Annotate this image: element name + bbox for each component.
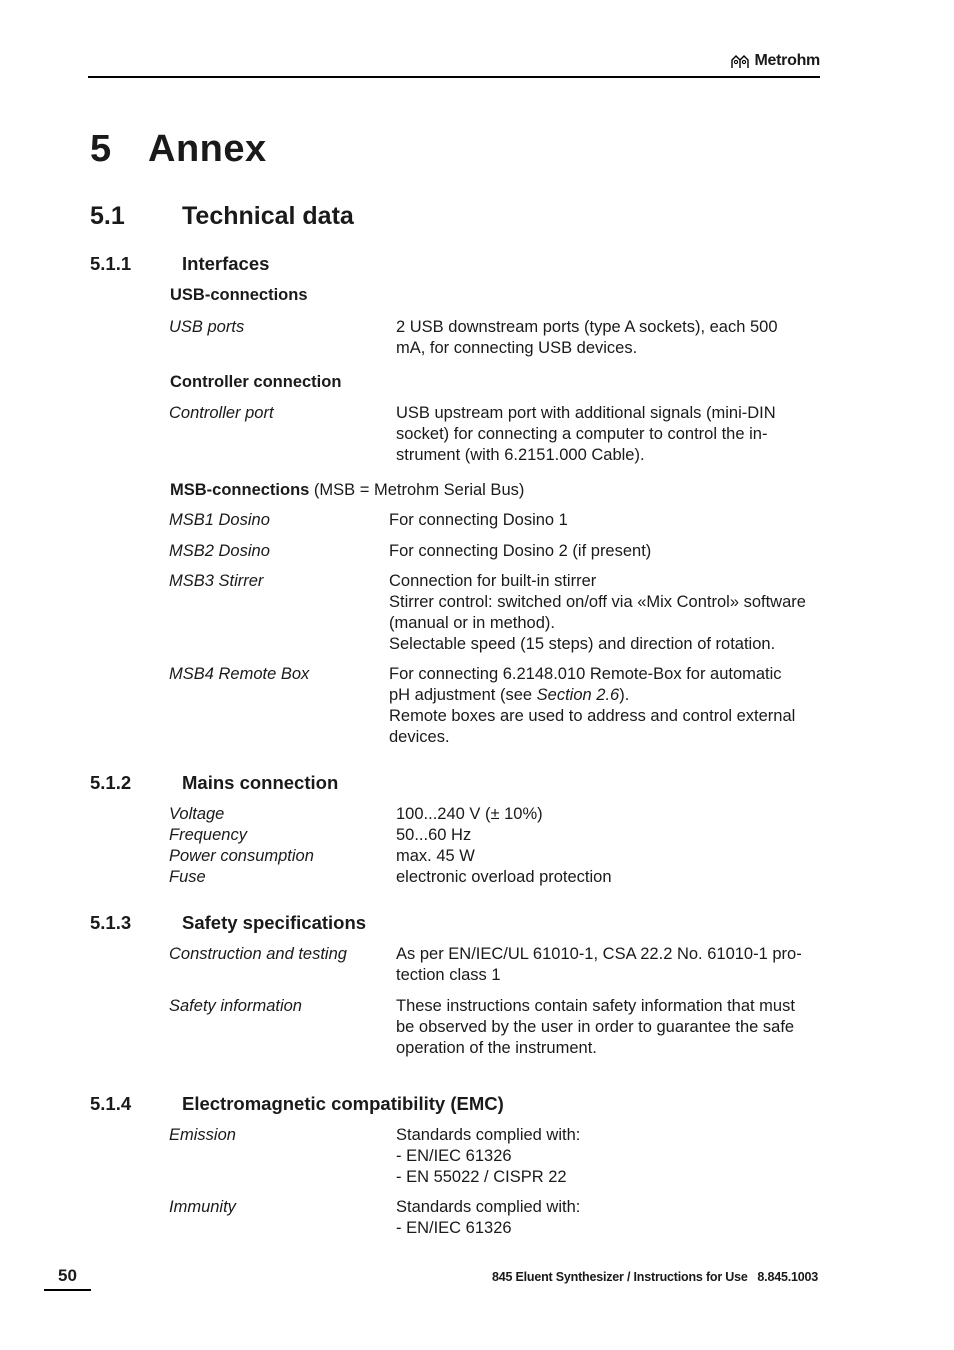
text-line: socket) for connecting a computer to control the in-	[396, 425, 768, 443]
construction-label: Construction and testing	[169, 945, 347, 963]
voltage-value: 100...240 V (± 10%)	[396, 805, 543, 823]
text-line: Connection for built-in stirrer	[389, 572, 597, 590]
subsection-interfaces	[90, 253, 269, 275]
text-line: - EN/IEC 61326	[396, 1147, 512, 1165]
section-number: 5.1	[90, 202, 125, 230]
metrohm-logo-icon	[730, 53, 752, 69]
brand-name: Metrohm	[754, 52, 820, 69]
mains-values	[396, 804, 826, 888]
chapter-title-text: Annex	[148, 128, 267, 170]
page-number: 50	[58, 1266, 77, 1285]
msb3-label: MSB3 Stirrer	[169, 572, 264, 590]
text-line: These instructions contain safety information that must	[396, 997, 795, 1015]
text-line: strument (with 6.2151.000 Cable).	[396, 446, 645, 464]
voltage-label: Voltage	[169, 805, 225, 823]
text-line: Standards complied with:	[396, 1198, 581, 1216]
controller-heading: Controller connection	[170, 373, 342, 391]
subsection-number: 5.1.2	[90, 772, 132, 793]
text-line: For connecting 6.2148.010 Remote-Box for automatic	[389, 665, 782, 683]
text-fragment: pH adjustment (see	[389, 686, 537, 704]
frequency-value: 50...60 Hz	[396, 826, 472, 844]
msb4-label: MSB4 Remote Box	[169, 665, 310, 683]
subsection-title: Safety specifications	[182, 912, 367, 933]
usb-heading: USB-connections	[170, 286, 308, 304]
subsection-number: 5.1.4	[90, 1093, 132, 1114]
usb-ports-value	[396, 317, 826, 359]
msb4-value	[389, 664, 819, 748]
footer-rule	[44, 1289, 91, 1291]
text-line: mA, for connecting USB devices.	[396, 339, 638, 357]
msb1-label: MSB1 Dosino	[169, 511, 270, 529]
subsection-number: 5.1.1	[90, 253, 132, 274]
immunity-label: Immunity	[169, 1198, 236, 1216]
text-line: - EN 55022 / CISPR 22	[396, 1168, 567, 1186]
subsection-number: 5.1.3	[90, 912, 132, 933]
construction-value	[396, 944, 826, 986]
text-fragment: ).	[619, 686, 630, 704]
fuse-label: Fuse	[169, 868, 206, 886]
msb3-value	[389, 571, 819, 655]
text-line: be observed by the user in order to guarantee the safe	[396, 1018, 795, 1036]
controller-port-value	[396, 403, 826, 466]
emission-label: Emission	[169, 1126, 236, 1144]
section-title-text: Technical data	[182, 202, 354, 230]
section-reference-link[interactable]: Section 2.6	[536, 686, 620, 704]
section-title	[90, 202, 354, 231]
text-line: devices.	[389, 728, 450, 746]
subsection-emc	[90, 1093, 504, 1115]
text-line: Standards complied with:	[396, 1126, 581, 1144]
text-line: operation of the instrument.	[396, 1039, 597, 1057]
text-line: Stirrer control: switched on/off via «Mix Control» software	[389, 593, 806, 611]
chapter-title	[90, 128, 267, 171]
emission-value	[396, 1125, 826, 1188]
subsection-title: Interfaces	[182, 253, 270, 274]
text-line	[389, 685, 819, 706]
text-line: USB upstream port with additional signals (mini-DIN	[396, 404, 776, 422]
text-line: 2 USB downstream ports (type A sockets), each 500	[396, 318, 778, 336]
usb-ports-label: USB ports	[169, 318, 245, 336]
safety-info-value	[396, 996, 826, 1059]
msb2-label: MSB2 Dosino	[169, 542, 270, 560]
msb-heading	[170, 481, 524, 500]
text-line: As per EN/IEC/UL 61010-1, CSA 22.2 No. 61010-1 pro-	[396, 945, 802, 963]
brand-logo	[730, 52, 820, 70]
fuse-value: electronic overload protection	[396, 868, 612, 886]
chapter-number: 5	[90, 128, 112, 170]
text-line: - EN/IEC 61326	[396, 1219, 512, 1237]
footer-document-title: 845 Eluent Synthesizer / Instructions for Use 8.845.1003	[491, 1270, 818, 1284]
power-consumption-value: max. 45 W	[396, 847, 475, 865]
power-consumption-label: Power consumption	[169, 847, 314, 865]
msb2-value: For connecting Dosino 2 (if present)	[389, 542, 652, 560]
frequency-label: Frequency	[169, 826, 247, 844]
mains-labels	[169, 804, 314, 888]
controller-port-label: Controller port	[169, 404, 274, 422]
msb-heading-note: (MSB = Metrohm Serial Bus)	[309, 481, 525, 499]
msb-heading-bold: MSB-connections	[170, 481, 310, 499]
immunity-value	[396, 1197, 826, 1239]
subsection-mains	[90, 772, 338, 794]
header-rule	[88, 76, 820, 78]
text-line: (manual or in method).	[389, 614, 555, 632]
text-line: Selectable speed (15 steps) and direction of rotation.	[389, 635, 776, 653]
subsection-title: Electromagnetic compatibility (EMC)	[182, 1093, 504, 1114]
text-line: tection class 1	[396, 966, 501, 984]
msb1-value: For connecting Dosino 1	[389, 511, 568, 529]
subsection-title: Mains connection	[182, 772, 339, 793]
safety-info-label: Safety information	[169, 997, 302, 1015]
text-line: Remote boxes are used to address and control external	[389, 707, 796, 725]
subsection-safety	[90, 912, 366, 934]
